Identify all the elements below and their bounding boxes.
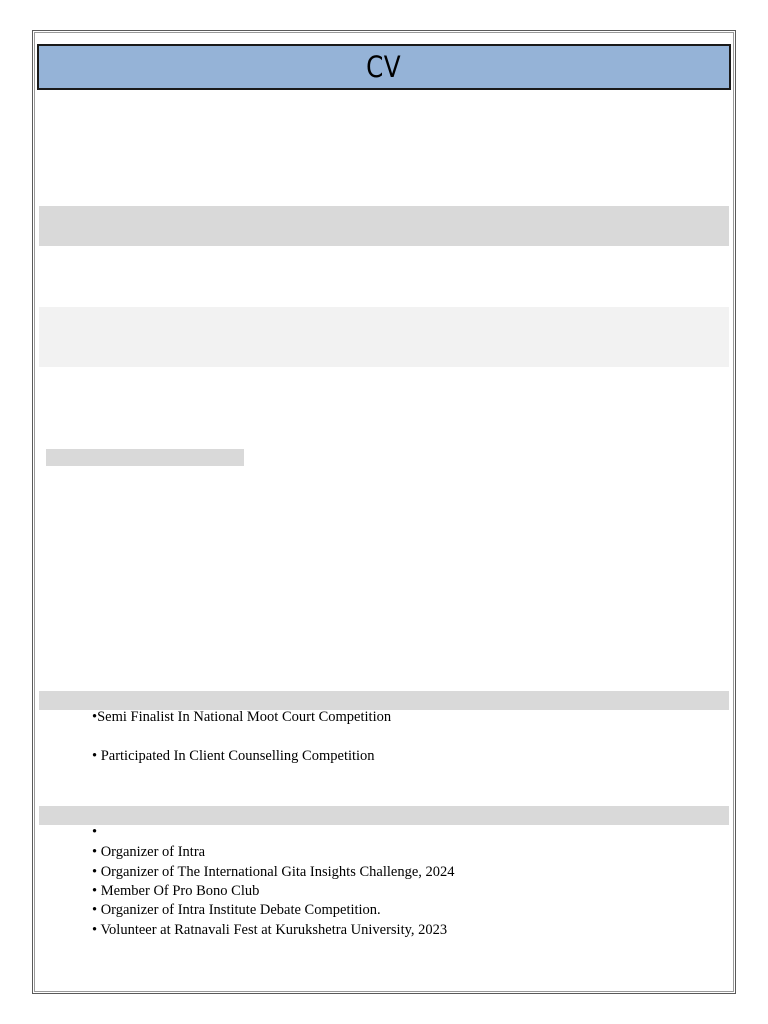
section-band-light bbox=[39, 307, 729, 367]
list-item: • Organizer of Intra Institute Debate Competition. bbox=[92, 902, 381, 918]
list-item: • Volunteer at Ratnavali Fest at Kurukshetra University, 2023 bbox=[92, 922, 448, 938]
list-item: • Participated In Client Counselling Competition bbox=[92, 748, 375, 764]
list-item: • bbox=[92, 824, 98, 840]
list-item: • Member Of Pro Bono Club bbox=[92, 883, 260, 899]
section-band bbox=[39, 206, 729, 246]
list-item: • Organizer of Intra bbox=[92, 844, 206, 860]
page-title: CV bbox=[366, 50, 402, 84]
activities-header-band bbox=[39, 806, 729, 825]
title-bar bbox=[37, 44, 731, 90]
section-band-short bbox=[46, 449, 244, 466]
list-item: •Semi Finalist In National Moot Court Competition bbox=[92, 709, 392, 725]
list-item: • Organizer of The International Gita Insights Challenge, 2024 bbox=[92, 864, 455, 880]
